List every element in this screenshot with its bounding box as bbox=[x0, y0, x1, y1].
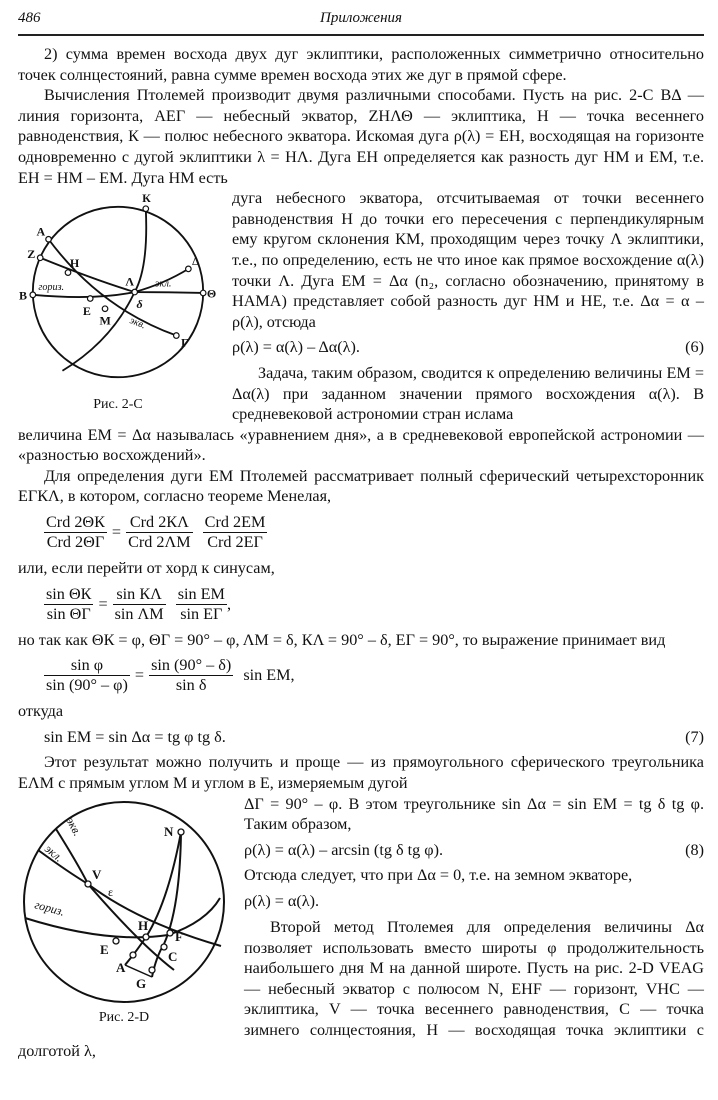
fig2c-label-B: В bbox=[18, 288, 27, 303]
fig2d-label-equator: экв. bbox=[63, 814, 85, 838]
substituted-equation: $\frac{\text{sin φ}}{\sin (90^\circ - \varphi)}$ = $\frac{\sin (90^\circ - \delta)}{\text{sin δ}}$ sin ЕМ, bbox=[46, 656, 295, 695]
paragraph-9: Отсюда следует, что при Δα = 0, т.е. на земном экваторе, bbox=[244, 866, 633, 885]
equation-6-number: (6) bbox=[685, 338, 704, 357]
paragraph-6: но так как ΘК = φ, ΘГ = 90° – φ, ΛМ = δ, КΛ = 90° – δ, ЕГ = 90°, то выражение принимает вид bbox=[18, 630, 666, 649]
fig2c-label-ecliptic: экл. bbox=[155, 278, 172, 290]
menelaus-sine-equation: $\frac{\text{sin ΘК}}{\text{sin ΘГ}}$ = $\frac{\text{sin КΛ}}{\text{sin ΛМ}}$ $\frac{\text{sin ЕМ}}{\text{sin ЕГ}}$ , bbox=[46, 584, 231, 623]
figure-2c-caption: Рис. 2-С bbox=[93, 397, 143, 413]
frac-num: Crd 2ΘК bbox=[46, 513, 105, 532]
fig2d-label-E: E bbox=[100, 941, 109, 957]
menelaus-chord-equation: $\frac{\text{Crd 2ΘК}}{\text{Crd 2ΘГ}}$ = $\frac{\text{Crd 2КΛ}}{\text{Crd 2ΛМ}}$ $\frac{\text{Crd 2ЕМ}}{\text{Crd 2ЕГ}}$ bbox=[46, 513, 266, 552]
figure-2d bbox=[18, 796, 230, 1008]
paragraph-1: 2) сумма времен восхода двух дуг эклиптики, расположенных симметрично относительно точек солнцестояний, равна сумме времен восхода этих же дуг в прямой сфере. bbox=[18, 45, 704, 84]
paragraph-2: Вычисления Птолемей производит двумя различными способами. Пусть на рис. 2-С ВΔ — линия горизонта, АЕГ — небесный экватор, ZНΛΘ — эклиптика, Н — точка весеннего равноденствия, К — полюс небесного экватора. Искомая дуга ρ(λ) = ЕН, восходящая на горизонте одновременно с дугой эклиптики λ = НΛ. Дуга ЕН определяется как разность дуг НМ и ЕМ, т.е. ЕН = НМ – ЕМ. Дуга НМ есть bbox=[18, 86, 704, 187]
equation-7-row bbox=[44, 727, 704, 748]
fig2d-label-C: C bbox=[168, 948, 178, 964]
fig2c-label-horizon: гориз. bbox=[38, 282, 65, 294]
frac-num: sin ΘК bbox=[46, 584, 92, 603]
running-head: Приложения bbox=[319, 10, 402, 26]
equation-6: ρ(λ) = α(λ) – Δα(λ). bbox=[232, 338, 360, 357]
figure-2d-wrap bbox=[18, 796, 230, 1026]
frac-num: Crd 2КΛ bbox=[126, 513, 193, 533]
frac-den: sin ΛМ bbox=[114, 604, 164, 623]
fig2c-label-Lambda: Λ bbox=[125, 274, 135, 289]
equation-8-row bbox=[244, 840, 704, 861]
figure-2c-wrap bbox=[18, 190, 218, 413]
frac-num: sin φ bbox=[44, 656, 130, 676]
fig2d-label-horizon: гориз. bbox=[33, 896, 67, 919]
fig2c-label-H: Н bbox=[69, 256, 80, 271]
paragraph-3-part1: Задача, таким образом, сводится к определению величины ЕМ = Δα(λ) при заданном значении прямого восхождения α(λ). В средневековой астрономии стран ислама bbox=[232, 363, 704, 424]
paragraph-3-part2: величина ЕМ = Δα называлась «уравнением дня», а в средневековой европейской астрономии — «разностью восхождений». bbox=[18, 425, 704, 465]
frac-den: sin ΘГ bbox=[46, 604, 91, 623]
fig2d-label-H: H bbox=[138, 917, 149, 933]
paragraph-7: откуда bbox=[18, 702, 64, 721]
equation-6-row bbox=[232, 337, 704, 358]
paragraph-5: или, если перейти от хорд к синусам, bbox=[18, 559, 275, 578]
frac-num: sin ЕМ bbox=[177, 584, 225, 603]
frac-num: sin (90° – δ) bbox=[151, 656, 232, 675]
figure-2d-caption: Рис. 2-D bbox=[98, 1009, 150, 1025]
frac-den: Crd 2ЕГ bbox=[207, 533, 263, 552]
frac-den: Crd 2ΘГ bbox=[46, 533, 105, 552]
fig2d-equator bbox=[56, 829, 174, 970]
fig2c-label-Z: Z bbox=[27, 246, 36, 261]
equation-equator: ρ(λ) = α(λ). bbox=[244, 892, 320, 910]
frac-den: sin δ bbox=[175, 676, 207, 695]
fig2c-label-M: М bbox=[99, 313, 111, 328]
fig2d-label-A: A bbox=[116, 959, 126, 975]
equation-8: ρ(λ) = α(λ) – arcsin (tg δ tg φ). bbox=[244, 840, 444, 859]
fig2c-label-K: К bbox=[142, 191, 151, 206]
fig2d-label-V: V bbox=[92, 866, 102, 882]
paragraph-4: Для определения дуги ЕМ Птолемей рассматривает полный сферический четырехсторонник ЕГКΛ, в котором, согласно теореме Менелая, bbox=[18, 466, 704, 506]
fig2d-label-epsilon: ε bbox=[108, 884, 114, 899]
frac-den: sin ЕГ bbox=[180, 604, 223, 623]
paragraph-10: Второй метод Птолемея для определения величины Δα позволяет использовать вместо широты φ продолжительность наибольшего дня M на данной широте. Пусть на рис. 2-D VEAG — небесный экватор с полюсом N, EHF — горизонт, VHC — эклиптика, V — точка весеннего равноденствия, C — точка зимнего солнцестояния, H — восходящая точка эклиптики с долготой λ, bbox=[18, 918, 704, 1060]
equation-7: sin ЕМ = sin Δα = tg φ tg δ. bbox=[44, 727, 226, 746]
figure-2c bbox=[18, 190, 218, 395]
fig2d-label-G: G bbox=[136, 975, 147, 991]
page-header bbox=[18, 6, 704, 36]
frac-den: Crd 2ΛМ bbox=[128, 533, 191, 552]
fig2d-circle-NH bbox=[125, 832, 181, 965]
fig2c-label-Theta: Θ bbox=[206, 286, 217, 301]
fig2c-label-Gamma: Г bbox=[180, 335, 189, 350]
fig2d-ecliptic bbox=[38, 850, 221, 946]
paragraph-2-continued: дуга небесного экватора, отсчитываемая от точки весеннего равноденствия Н до точки его пересечения с перпендикулярным ему кругом склонения КМ, проходящим через точку Λ эклиптики, т.е., по определению, есть не что иное как прямое восхождение α(λ) точки Λ. Дуга ЕМ = Δα (n₂, согласно обозначению, принятому в НАМА) представляет собой разность дуг НМ и НЕ, т.е. Δα = α – ρ(λ), отсюда bbox=[232, 189, 704, 331]
fig2d-label-N: N bbox=[164, 823, 174, 839]
fig2c-label-E: Е bbox=[82, 304, 91, 319]
trail: , bbox=[226, 594, 231, 613]
fig2d-label-ecliptic: экл. bbox=[42, 841, 66, 865]
equation-8-number: (8) bbox=[685, 840, 704, 859]
fig2c-label-A: А bbox=[36, 224, 46, 239]
fig2c-label-equator: экв. bbox=[127, 315, 148, 332]
frac-num: sin КΛ bbox=[113, 585, 166, 605]
frac-num: Crd 2ЕМ bbox=[204, 513, 266, 532]
paragraph-8-side-text: ΔГ = 90° – φ. В этом треугольнике sin Δα = sin ЕМ = tg δ tg φ. Таким образом, bbox=[244, 794, 704, 834]
page-number: 486 bbox=[18, 10, 41, 26]
fig2c-label-Delta: Δ bbox=[192, 254, 200, 269]
trail: sin ЕМ, bbox=[243, 666, 295, 685]
fig2c-label-delta: δ bbox=[136, 296, 143, 311]
fig2d-label-F: F bbox=[175, 928, 183, 944]
paragraph-8: Этот результат можно получить и проще — из прямоугольного сферического треугольника ЕΛМ с прямым углом М и углом в Е, измеряемым дугой bbox=[18, 753, 704, 793]
frac-den: sin (90° – φ) bbox=[46, 676, 128, 695]
equation-7-number: (7) bbox=[685, 727, 704, 746]
